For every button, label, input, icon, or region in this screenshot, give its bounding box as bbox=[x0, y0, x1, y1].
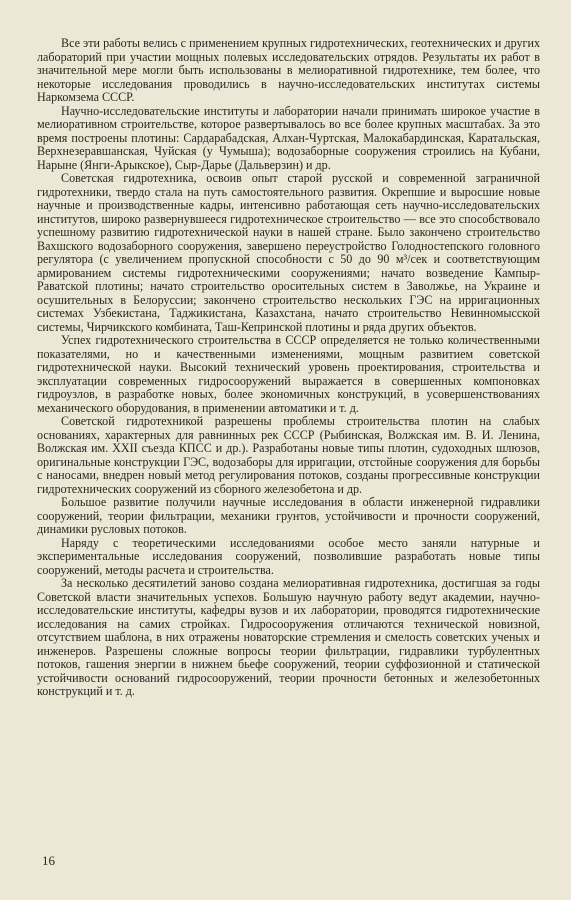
paragraph: Успех гидротехнического строительства в СССР определяется не только количественными показателями, но и качественными изменениями, мощным развитием советской гидротехнической науки. Высокий технический уровень проектирования, строительства и эксплуатации современных гидросооружений выражается в совершенных компоновках гидроузлов, в разработке новых, более экономичных конструкций, в усовершенствованиях механического оборудования, в применении автоматики и т. д. bbox=[37, 333, 540, 415]
paragraph: Наряду с теоретическими исследованиями особое место заняли натурные и экспериментальные исследования сооружений, позволившие разработать новые типы сооружений, методы расчета и строительства. bbox=[37, 535, 540, 577]
paragraph: Научно-исследовательские институты и лаборатории начали принимать широкое участие в мелиоративном строительстве, которое развертывалось во все более крупных масштабах. За это время построены плотины: Сардарабадская, Алхан-Чуртская, Малокабардинская, Каратальская, Верхнезеравшанская, Чуйская (у Чумыша); водозаборные сооружения строились на Кубани, Нарыне (Янги-Арыкское), Сыр-Дарье (Дальверзин) и др. bbox=[37, 103, 540, 172]
paragraph: Все эти работы велись с применением крупных гидротехнических, геотехнических и других лабораторий при участии мощных полевых исследовательских отрядов. Результаты их работ в значительной мере могли быть использованы в мелиоративной гидротехнике, тем более, что некоторые исследования проводились в научно-исследовательских институтах системы Наркомзема СССР. bbox=[37, 36, 540, 104]
page-number: 16 bbox=[42, 853, 55, 868]
paragraph: Советская гидротехника, освоив опыт старой русской и современной заграничной гидротехники, твердо стала на путь самостоятельного развития. Окрепшие и выросшие новые научные и производственные кадры, интенсивно работающая сеть научно-исследовательских институтов, широко развернувшееся гидротехническое строительство — все это способствовало успешному развитию гидротехнической науки в нашей стране. Было закончено строительство Вахшского водозаборного сооружения, завершено переустройство Голодностепского головного регулятора (с увеличением пропускной способности с 50 до 90 м³/сек и соответствующим армированием системы гидротехническими сооружениями; начато возведение Кампыр-Раватской плотины; начато строительство оросительных систем в Заволжье, на Украине и осушительных в Белоруссии; закончено строительство нескольких ГЭС на ирригационных системах Узбекистана, Таджикистана, Казахстана, начато строительство Невинномысской системы, Чирчикского комбината, Таш-Кепринской плотины и ряда других объектов. bbox=[37, 171, 540, 334]
paragraph: За несколько десятилетий заново создана мелиоративная гидротехника, достигшая за годы Советской власти значительных успехов. Большую научную работу ведут академии, научно-исследовательские институты, кафедры вузов и их лаборатории, проводятся гидротехнические исследования на самих стройках. Гидросооружения отличаются технической новизной, отсутствием шаблона, в них отражены новаторские стремления и смелость советских ученых и инженеров. Разрешены сложные вопросы теории фильтрации, гидравлики турбулентных потоков, гашения энергии в нижнем бьефе сооружений, теории суффозионной и статической устойчивости оснований гидросооружений, теории прочности бетонных и железобетонных конструкций и т. д. bbox=[37, 576, 540, 698]
body-text bbox=[37, 37, 540, 699]
paragraph: Советской гидротехникой разрешены проблемы строительства плотин на слабых основаниях, характерных для равнинных рек СССР (Рыбинская, Волжская им. В. И. Ленина, Волжская им. XXII съезда КПСС и др.). Разработаны новые типы плотин, судоходных шлюзов, оригинальные конструкции ГЭС, водозаборы для ирригации, отстойные сооружения для борьбы с наносами, внедрен новый метод регулирования потоков, созданы прогрессивные конструкции гидротехнических сооружений из сборного железобетона и др. bbox=[37, 414, 540, 496]
paragraph: Большое развитие получили научные исследования в области инженерной гидравлики сооружений, теории фильтрации, механики грунтов, устойчивости и прочности сооружений, динамики русловых потоков. bbox=[37, 495, 540, 536]
